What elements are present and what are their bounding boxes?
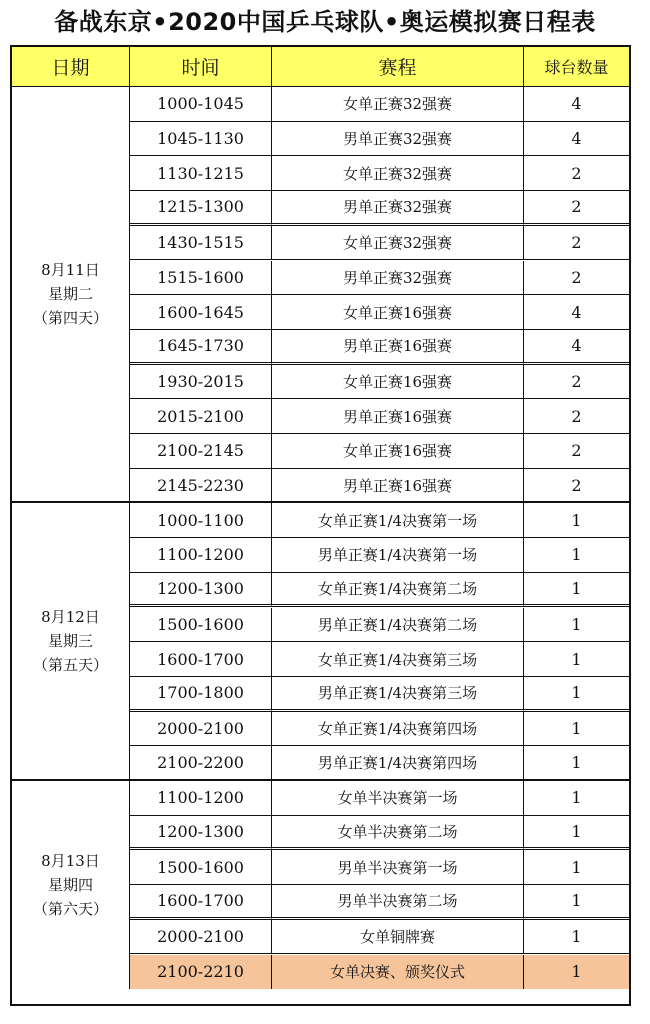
- event-cell: 男单正赛32强赛: [272, 191, 524, 226]
- event-cell: 女单决赛、颁奖仪式: [272, 955, 524, 990]
- event-cell: 女单半决赛第一场: [272, 781, 524, 816]
- event-cell: 女单正赛1/4决赛第三场: [272, 642, 524, 677]
- time-cell: 2000-2100: [130, 920, 272, 955]
- event-cell: 男单正赛1/4决赛第三场: [272, 677, 524, 712]
- time-cell: 1600-1700: [130, 642, 272, 677]
- event-cell: 女单铜牌赛: [272, 920, 524, 955]
- event-cell: 女单正赛32强赛: [272, 156, 524, 191]
- tables-cell: 1: [524, 920, 629, 955]
- date-date: 8月12日: [41, 608, 100, 627]
- date-date: 8月13日: [41, 852, 100, 871]
- tables-cell: 4: [524, 295, 629, 330]
- header-tables: 球台数量: [524, 47, 629, 87]
- date-cell: [12, 87, 130, 503]
- event-cell: 男单正赛32强赛: [272, 122, 524, 157]
- event-cell: 女单正赛16强赛: [272, 365, 524, 400]
- tables-cell: 2: [524, 434, 629, 469]
- time-cell: 1930-2015: [130, 365, 272, 400]
- tables-cell: 2: [524, 469, 629, 504]
- tables-cell: 2: [524, 399, 629, 434]
- time-cell: 2100-2145: [130, 434, 272, 469]
- time-cell: 1700-1800: [130, 677, 272, 712]
- tables-cell: 1: [524, 538, 629, 573]
- event-cell: 女单正赛1/4决赛第一场: [272, 503, 524, 538]
- event-cell: 男单半决赛第二场: [272, 885, 524, 920]
- time-cell: 2100-2200: [130, 746, 272, 781]
- tables-cell: 2: [524, 365, 629, 400]
- event-cell: 女单正赛32强赛: [272, 87, 524, 122]
- time-cell: 1215-1300: [130, 191, 272, 226]
- tables-cell: 1: [524, 677, 629, 712]
- event-cell: 男单正赛1/4决赛第一场: [272, 538, 524, 573]
- time-cell: 1130-1215: [130, 156, 272, 191]
- tables-cell: 2: [524, 261, 629, 296]
- time-cell: 1500-1600: [130, 608, 272, 643]
- tables-cell: 1: [524, 781, 629, 816]
- date-weekday: 星期二: [47, 285, 93, 304]
- event-cell: 男单正赛1/4决赛第四场: [272, 746, 524, 781]
- event-cell: 男单正赛32强赛: [272, 261, 524, 296]
- tables-cell: 1: [524, 885, 629, 920]
- header-time: 时间: [130, 47, 272, 87]
- time-cell: 2000-2100: [130, 712, 272, 747]
- date-weekday: 星期四: [47, 876, 93, 895]
- time-cell: 1100-1200: [130, 781, 272, 816]
- schedule-table: [10, 45, 631, 1006]
- tables-cell: 1: [524, 608, 629, 643]
- header-event: 赛程: [272, 47, 524, 87]
- tables-cell: 1: [524, 816, 629, 851]
- tables-cell: 2: [524, 156, 629, 191]
- tables-cell: 2: [524, 226, 629, 261]
- time-cell: 2100-2210: [130, 955, 272, 990]
- event-cell: 女单半决赛第二场: [272, 816, 524, 851]
- date-weekday: 星期三: [47, 632, 93, 651]
- tables-cell: 1: [524, 503, 629, 538]
- time-cell: 1100-1200: [130, 538, 272, 573]
- tables-cell: 1: [524, 850, 629, 885]
- time-cell: 1045-1130: [130, 122, 272, 157]
- tables-cell: 4: [524, 122, 629, 157]
- date-day: （第六天）: [32, 900, 108, 919]
- tables-cell: 1: [524, 955, 629, 990]
- event-cell: 男单正赛16强赛: [272, 469, 524, 504]
- time-cell: 2015-2100: [130, 399, 272, 434]
- time-cell: 1645-1730: [130, 330, 272, 365]
- time-cell: 1000-1045: [130, 87, 272, 122]
- tables-cell: 1: [524, 712, 629, 747]
- tables-cell: 1: [524, 642, 629, 677]
- date-day: （第四天）: [32, 309, 108, 328]
- time-cell: 2145-2230: [130, 469, 272, 504]
- time-cell: 1500-1600: [130, 850, 272, 885]
- event-cell: 女单正赛32强赛: [272, 226, 524, 261]
- time-cell: 1430-1515: [130, 226, 272, 261]
- time-cell: 1000-1100: [130, 503, 272, 538]
- event-cell: 女单正赛1/4决赛第四场: [272, 712, 524, 747]
- date-cell: [12, 781, 130, 989]
- date-cell: [12, 503, 130, 781]
- time-cell: 1600-1700: [130, 885, 272, 920]
- tables-cell: 1: [524, 746, 629, 781]
- event-cell: 男单半决赛第一场: [272, 850, 524, 885]
- tables-cell: 4: [524, 87, 629, 122]
- event-cell: 女单正赛1/4决赛第二场: [272, 573, 524, 608]
- event-cell: 男单正赛1/4决赛第二场: [272, 608, 524, 643]
- date-date: 8月11日: [41, 261, 100, 280]
- tables-cell: 1: [524, 573, 629, 608]
- time-cell: 1200-1300: [130, 573, 272, 608]
- page-title: 备战东京•2020中国乒乓球队•奥运模拟赛日程表: [54, 8, 596, 36]
- tables-cell: 4: [524, 330, 629, 365]
- date-day: （第五天）: [32, 656, 108, 675]
- event-cell: 女单正赛16强赛: [272, 295, 524, 330]
- event-cell: 男单正赛16强赛: [272, 399, 524, 434]
- time-cell: 1600-1645: [130, 295, 272, 330]
- event-cell: 男单正赛16强赛: [272, 330, 524, 365]
- time-cell: 1515-1600: [130, 261, 272, 296]
- tables-cell: 2: [524, 191, 629, 226]
- header-date: 日期: [12, 47, 130, 87]
- event-cell: 女单正赛16强赛: [272, 434, 524, 469]
- time-cell: 1200-1300: [130, 816, 272, 851]
